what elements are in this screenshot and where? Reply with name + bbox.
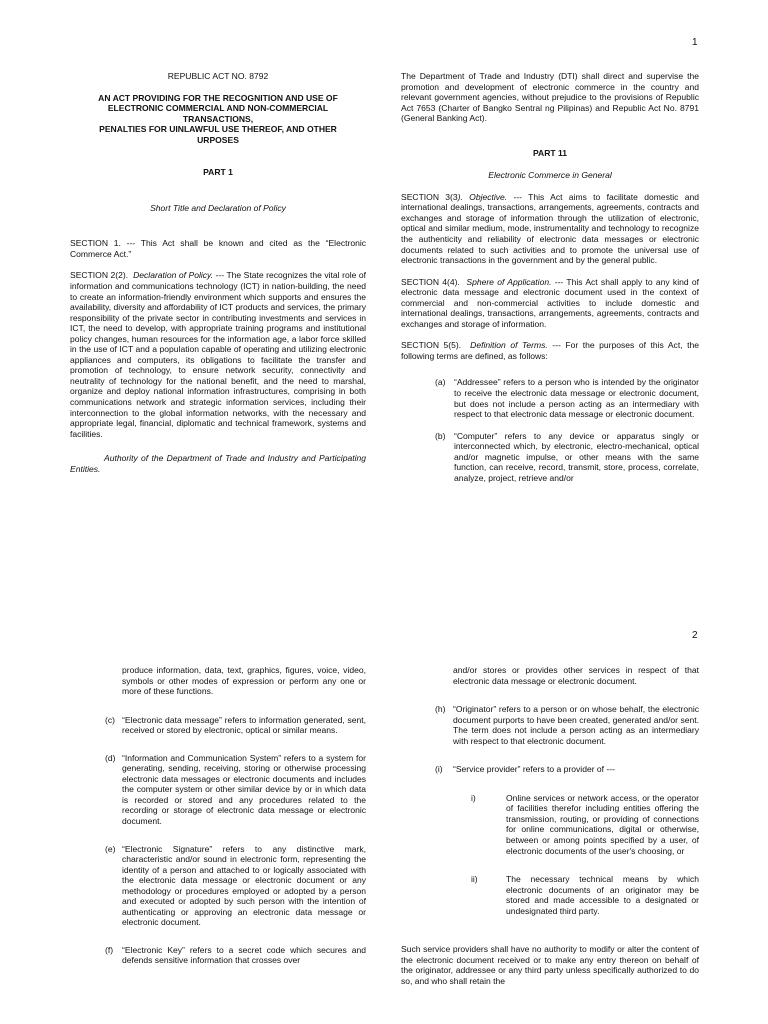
right-column (401, 665, 699, 997)
section-label: SECTION 3(3 (401, 191, 458, 202)
service-provider-item-ii (401, 874, 699, 916)
definition-c (70, 715, 366, 736)
definition-text: “Electronic Key” refers to a secret code which secures and defends sensitive information that crosses over (122, 944, 366, 966)
definition-label: (f) (105, 944, 114, 955)
definition-h (401, 704, 699, 746)
act-title-line: PENALTIES FOR UINLAWFUL USE THEREOF, AND OTHER (99, 124, 337, 135)
definition-label: (h) (435, 704, 446, 715)
definition-text: “Service provider” refers to a provider of --- (453, 764, 615, 775)
sub-item-label: i) (471, 792, 476, 803)
section-2 (70, 270, 366, 439)
section-label: SECTION 4(4). (401, 276, 460, 287)
definition-d (70, 753, 366, 827)
act-title-line: AN ACT PROVIDING FOR THE RECOGNITION AND USE OF (98, 92, 338, 103)
page-number: 2 (692, 630, 698, 641)
section-text: --- For the purposes of this Act, the following terms are defined, as follows: (401, 340, 699, 361)
definition-text: “Originator” refers to a person or on whose behalf, the electronic document purports to have been created, generated and/or sent. The term does not include a person acting as an intermediary with respect to that electronic document. (453, 704, 699, 746)
definition-text: “Addressee” refers to a person who is intended by the originator to receive the electronic data message or electronic document, but does not include a person acting as an intermediary with respect to that electronic data message or electronic document. (454, 377, 699, 420)
act-title-line: ELECTRONIC COMMERCIAL AND NON-COMMERCIAL (107, 103, 329, 114)
section-label: SECTION 2(2). (70, 270, 129, 281)
act-number: REPUBLIC ACT NO. 8792 (167, 71, 269, 81)
definition-text: “Electronic data message” refers to information generated, sent, received or stored by electronic, optical or similar means. (122, 714, 366, 736)
authority-heading: Authority of the Department of Trade and Industry and Participating Entities. (70, 453, 366, 474)
definition-g-continued: and/or stores or provides other services in respect of that electronic data message or electronic document. (453, 665, 699, 686)
definition-e (70, 844, 366, 928)
section-4 (401, 277, 699, 330)
left-column (70, 665, 366, 977)
definition-i (401, 764, 699, 775)
sub-item-text: Online services or network access, or the operator of facilities therefor including entities offering the transmission, routing, or providing of connections for online communications, digital or otherwise, between or among points specified by a user, of electronic documents of the user's choosing, or (506, 792, 699, 856)
page-2 (0, 620, 768, 1024)
section-text: --- The State recognizes the vital role of information and communications technology (ICT) in nation-building, the need to create an information-friendly environment which supports and ensures the availability, diversity and affordability of ICT products and services, the primary responsibility of the private sector in contributing investments and services in ICT, the need to develop, with appropriate training programs and institutional policy changes, human resources for the information age, a labor force skilled in the use of ICT and a population capable of operating and utilizing electronic appliances and computers, its obligations to facilitate the transfer and promotion of technology, to ensure network security, connectivity and neutrality of technology for the national benefit, and the need to marshal, organize and deploy national information infrastructures, comprising in both communications network and strategic information services, including their interconnection to the global information networks, with the necessary and appropriate legal, financial, diplomatic and technical framework, systems and facilities. (70, 270, 366, 439)
section-title: Declaration of Policy. (133, 270, 214, 281)
section-title: Sphere of Application. (466, 276, 552, 287)
definition-label: (a) (435, 377, 446, 388)
right-column (401, 71, 699, 494)
definition-label: (c) (105, 714, 115, 725)
section-1: SECTION 1. --- This Act shall be known and cited as the “Electronic Commerce Act.” (70, 238, 366, 259)
definition-f (70, 945, 366, 966)
definition-b-continued: produce information, data, text, graphics, figures, voice, video, symbols or other modes of expression or perform any one or more of these functions. (122, 665, 366, 697)
act-title-line: TRANSACTIONS, (182, 113, 254, 124)
section-text: --- This Act aims to facilitate domestic and international dealings, transactions, arrangements, agreements, contracts and exchanges and storage of information through the utilization of electronic, optical and similar medium, mode, instrumentality and technology to recognize the authenticity and reliability of electronic data messages or electronic documents related to such activities and to promote the universal use of electronic transactions in the government and by the general public. (401, 191, 699, 266)
definition-b (401, 431, 699, 484)
part1-subtitle: Short Title and Declaration of Policy (150, 202, 286, 213)
definition-label: (i) (435, 764, 443, 775)
left-column (70, 71, 366, 485)
definition-text: “Information and Communication System” refers to a system for generating, sending, receiving, storing or otherwise processing electronic data messages or electronic documents and includes the computer system or other similar device by or in which data is recorded or stored and any procedures related to the recording or storage of electronic data message or electronic document. (122, 752, 366, 827)
section-label: SECTION 5(5). (401, 340, 462, 351)
sub-item-text: The necessary technical means by which electronic documents of an originator may be stored and made accessible to a designated or undesignated third party. (506, 874, 699, 916)
section-3 (401, 192, 699, 266)
definition-label: (d) (105, 752, 116, 763)
definition-text: “Electronic Signature” refers to any distinctive mark, characteristic and/or sound in electronic form, representing the identity of a person and attached to or logically associated with the electronic data message or electronic document or any methodology or procedures employed or adopted by a person and executed or adopted by such person with the intention of authenticating or approving an electronic data message or electronic document. (122, 843, 366, 928)
section-title: ). Objective. (457, 191, 508, 202)
page-number: 1 (692, 37, 698, 48)
section-text: --- This Act shall apply to any kind of electronic data message and electronic document used in the context of commercial and non-commercial activities to include domestic and international dealings, transactions, arrangements, agreements, contracts and exchanges and storage of information. (401, 276, 699, 329)
service-provider-item-i (401, 793, 699, 856)
section-title: Definition of Terms. (470, 340, 548, 351)
act-title-line: URPOSES (197, 134, 239, 145)
dti-paragraph: The Department of Trade and Industry (DTI) shall direct and supervise the promotion and development of electronic commerce in the country and relevant government agencies, without prejudice to the provisions of Republic Act 7653 (Charter of Bangko Sentral ng Pilipinas) and Republic Act No. 8791 (General Banking Act). (401, 71, 699, 124)
part2-heading: PART 11 (532, 147, 568, 158)
definition-label: (b) (435, 430, 446, 441)
closing-paragraph: Such service providers shall have no authority to modify or alter the content of the electronic document received or to make any entry thereon on behalf of the originator, addressee or any third party unless specifically authorized to do so, and who shall retain the (401, 944, 699, 986)
part2-subtitle: Electronic Commerce in General (488, 170, 612, 181)
definition-text: “Computer” refers to any device or apparatus singly or interconnected which, by electronic, electro-mechanical, optical and/or magnetic impulse, or other means with the same function, can receive, record, transmit, store, process, correlate, analyze, project, retrieve and/or (454, 430, 699, 483)
act-title (70, 93, 366, 146)
part1-heading: PART 1 (203, 167, 233, 178)
sub-item-label: ii) (471, 874, 478, 885)
definition-a (401, 377, 699, 419)
definition-label: (e) (105, 843, 116, 854)
section-5 (401, 340, 699, 361)
